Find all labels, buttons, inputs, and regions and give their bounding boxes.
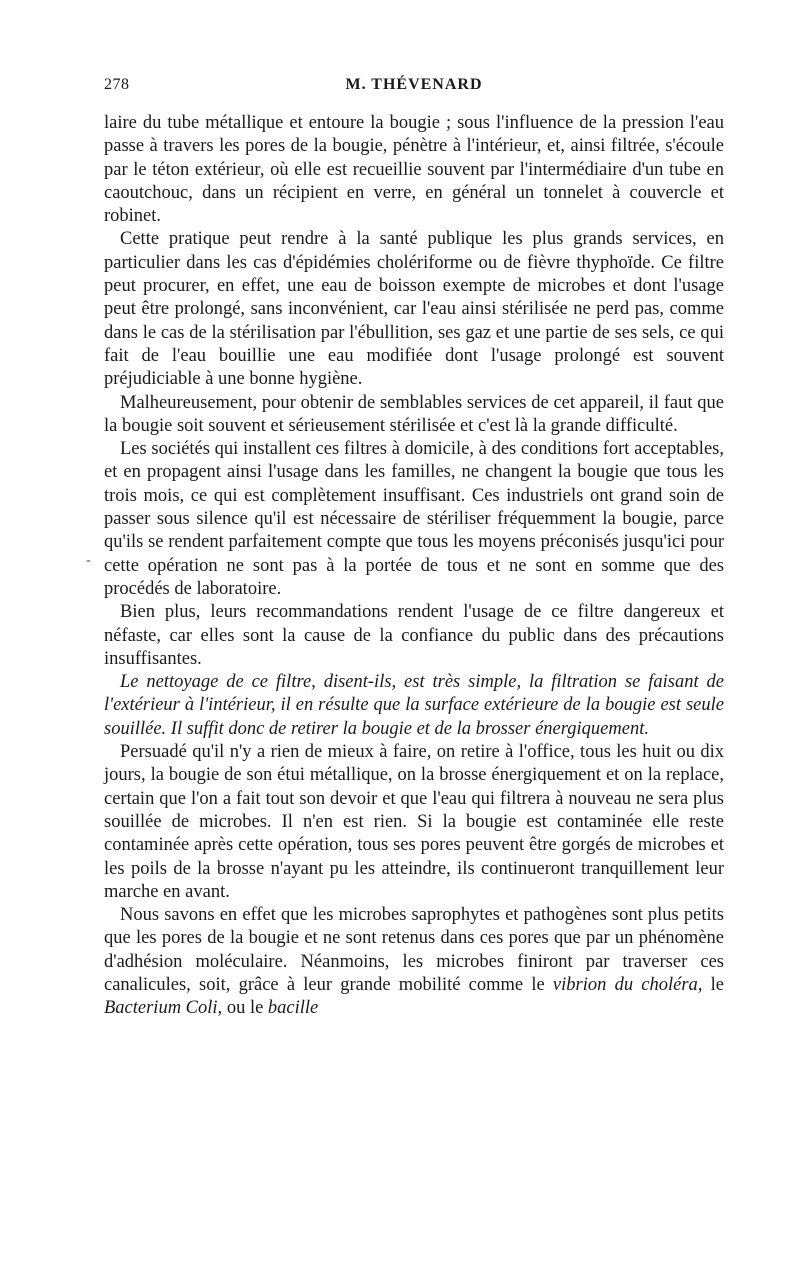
running-head xyxy=(104,76,724,102)
paragraph-1: laire du tube métallique et entoure la bougie ; sous l'influence de la pression l'eau passe à travers les pores de la bougie, pénètre à l'intérieur, et, ainsi filtrée, s'écoule par le téton extérieur, où elle est recueillie souvent par l'intermédiaire d'un tube en caoutchouc, dans un récipient en verre, en général un tonnelet à couvercle et robinet. xyxy=(104,113,724,227)
paragraph-8 xyxy=(104,904,724,1020)
paragraph-2: Cette pratique peut rendre à la santé publique les plus grands services, en particulier dans les cas d'épidémies cholériforme ou de fièvre thyphoïde. Ce filtre peut procurer, en effet, une eau de boisson exempte de microbes et dont l'usage peut être prolongé, sans inconvénient, car l'eau ainsi stérilisée ne perd pas, comme dans le cas de la stérilisation par l'ébullition, ses gaz et une partie de ses sels, ce qui fait de l'eau bouillie une eau modifiée dont l'usage prolongé est souvent préjudiciable à une bonne hygiène. xyxy=(104,229,724,390)
paragraph-8-connector-2: ou le xyxy=(222,998,268,1019)
running-title: M. THÉVENARD xyxy=(345,76,483,93)
page-number: 278 xyxy=(104,76,130,93)
body-text xyxy=(104,112,724,1021)
paragraph-6-quotation: Le nettoyage de ce filtre, disent-ils, est très simple, la filtration se faisant de l'extérieur à l'intérieur, il en résulte que la surface extérieure de la bougie est seule souillée. Il suffit donc de retirer la bougie et de la brosser énergiquement. xyxy=(104,672,724,739)
paragraph-8-text: Nous savons en effet que les microbes saprophytes et pathogènes sont plus petits que les pores de la bougie et ne sont retenus dans ces pores que par un phénomène d'adhésion moléculaire. Néanmoins, les microbes finiront par traverser ces canalicules, soit, grâce à leur grande mobilité comme le xyxy=(104,905,724,995)
margin-mark: - xyxy=(86,553,91,568)
book-page xyxy=(104,76,724,1021)
term-bacille: bacille xyxy=(267,998,319,1019)
paragraph-8-connector-1: le xyxy=(702,974,725,995)
paragraph-7: Persuadé qu'il n'y a rien de mieux à faire, on retire à l'office, tous les huit ou dix jours, la bougie de son étui métallique, on la brosse énergiquement et on la replace, certain que l'on a fait tout son devoir et que l'eau qui filtrera à nouveau ne sera plus souillée de microbes. Il n'en est rien. Si la bougie est contaminée elle reste contaminée après cette opération, tous ses pores peuvent être gorgés de microbes et les poils de la brosse n'ayant pu les atteindre, ils continueront tranquillement leur marche en avant. xyxy=(104,742,724,902)
paragraph-4: Les sociétés qui installent ces filtres à domicile, à des conditions fort acceptables, et en propagent ainsi l'usage dans les familles, ne changent la bougie que tous les trois mois, ce qui est complètement insuffisant. Ces industriels ont grand soin de passer sous silence qu'il est nécessaire de stériliser fréquemment la bougie, parce qu'ils se rendent parfaitement compte que tous les moyens préconisés jusqu'ici pour cette opération ne sont pas à la portée de tous et ne sont en somme que des procédés de laboratoire. xyxy=(104,439,724,599)
paragraph-3: Malheureusement, pour obtenir de semblables services de cet appareil, il faut que la bougie soit souvent et sérieusement stérilisée et c'est là la grande difficulté. xyxy=(104,392,724,436)
term-bacterium-coli: Bacterium Coli, xyxy=(104,998,223,1019)
paragraph-5: Bien plus, leurs recommandations rendent l'usage de ce filtre dangereux et néfaste, car elles sont la cause de la confiance du public dans des précautions insuffisantes. xyxy=(104,602,724,669)
term-vibrion: vibrion du choléra, xyxy=(552,974,703,995)
